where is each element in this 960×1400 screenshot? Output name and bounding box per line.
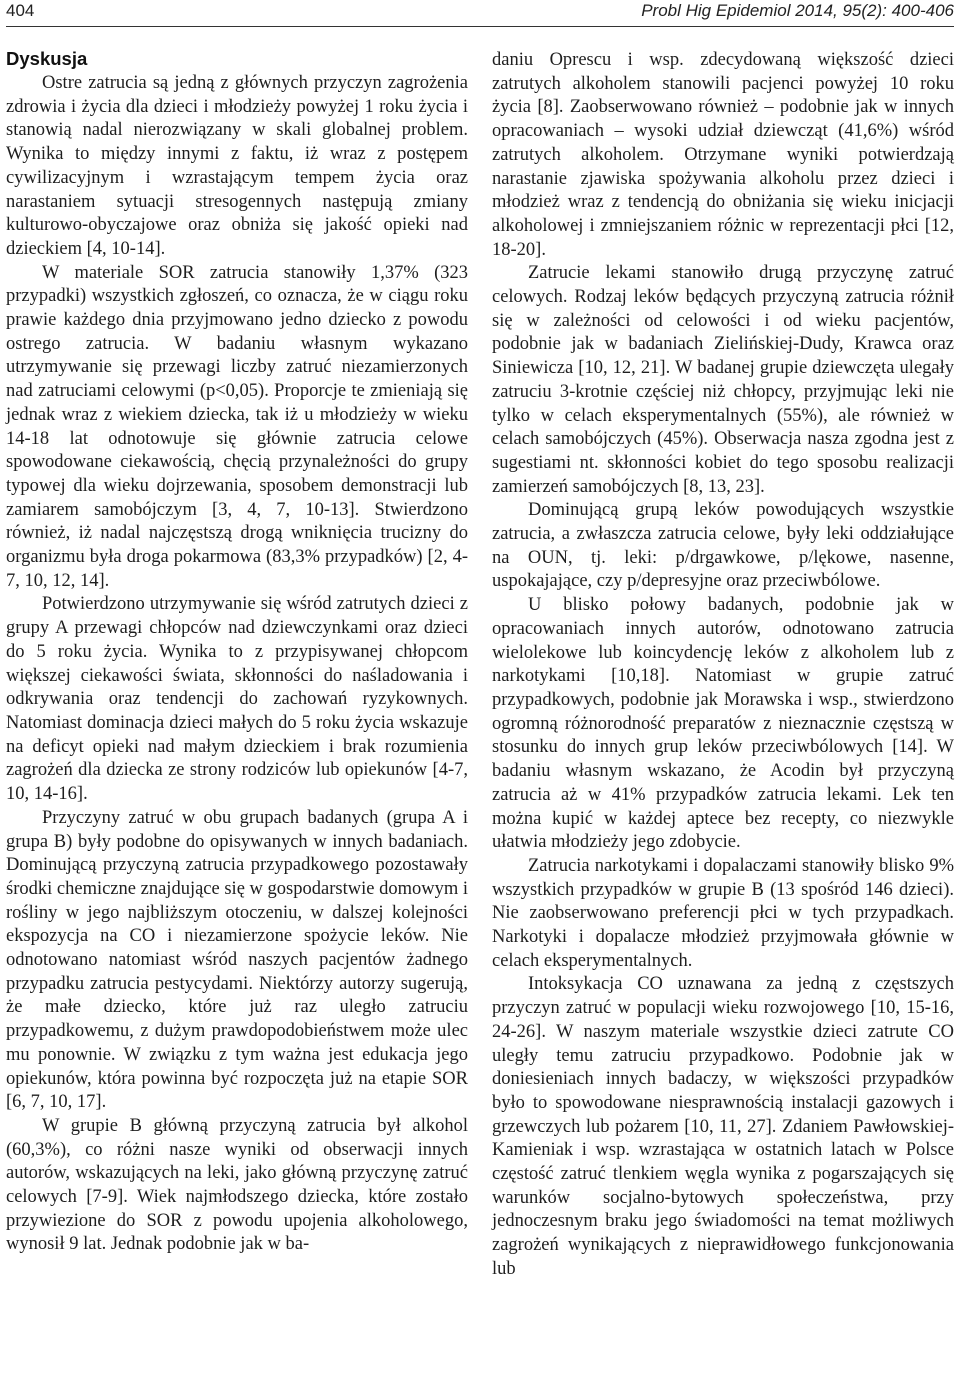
paragraph: Zatrucie lekami stanowiło drugą przyczynę zatruć celowych. Rodzaj leków będących przyczyną zatrucia różnił się w zależności od celowości i od wieku pacjentów, podobnie jak w badaniach Zielińskiej-Dudy, Krawca oraz Siniewicza [10, 12, 21]. W badanej grupie dziewczęta ulegały zatruciu 3-krotnie częściej niż chłopcy, przyjmując leki nie tylko w celach eksperymentalnych (55%), ale również w celach samobójczych (45%). Obserwacja nasza zgodna jest z sugestiami nt. skłonności kobiet do tego sposobu realizacji zamierzeń samobójczych [8, 13, 23].: [492, 263, 954, 497]
section-title: Dyskusja: [6, 48, 88, 69]
paragraph: U blisko połowy badanych, podobnie jak w opracowaniach innych autorów, odnotowano zatrucia wielolekowe lub koincydencję leków z alkoholem lub z narkotykami [10,18]. Natomiast w grupie zatruć przypadkowych, podobnie jak Morawska i wsp., stwierdzono ogromną różnorodność preparatów z nieznacznie częstszą w stosunku do innych grup leków przeciwbólowych [14]. W badaniu własnym wskazano, że Acodin był przyczyną zatrucia aż w 41% przypadków zatrucia lekami. Lek ten można kupić w każdej aptece bez recepty, co niezwykle ułatwia młodzieży jego zdobycie.: [492, 595, 954, 853]
paragraph: Zatrucia narkotykami i dopalaczami stanowiły blisko 9% wszystkich przypadków w grupie B (13 spośród 146 dzieci). Nie zaobserwowano preferencji płci w tych przypadkach. Narkotyki i dopalacze młodzież przyjmowała głównie w celach eksperymentalnych.: [492, 855, 954, 971]
paragraph: Przyczyny zatruć w obu grupach badanych (grupa A i grupa B) były podobne do opisywanych w innych badaniach. Dominującą przyczyną zatrucia przypadkowego pozostawały środki chemiczne znajdujące się w gospodarstwie domowym i rośliny w jego najbliższym otoczeniu, w dalszej kolejności ekspozycja na CO i niezamierzone spożycie leków. Nie odnotowano natomiast wśród naszych pacjentów żadnego przypadku zatrucia pestycydami. Niektórzy autorzy sugerują, że małe dziecko, które już raz uległo zatruciu przypadkowemu, z dużym prawdopodobieństwem może ulec mu ponownie. W związku z tym ważna jest edukacja jego opiekunów, która powinna być rozpoczęta już na etapie SOR [6, 7, 10, 17].: [6, 807, 468, 1113]
left-column: [6, 47, 468, 1257]
right-column: [492, 49, 954, 1282]
paragraph: W grupie B główną przyczyną zatrucia był alkohol (60,3%), co różni nasze wyniki od obserwacji innych autorów, wskazujących na leki, jako główną przyczynę zatruć celowych [7-9]. Wiek najmłodszego dziecka, które zostało przywiezione do SOR z powodu upojenia alkoholowego, wynosił 9 lat. Jednak podobnie jak w ba-: [6, 1115, 468, 1255]
paragraph: Intoksykacja CO uznawana za jedną z częstszych przyczyn zatruć w populacji wieku rozwojowego [10, 15-16, 24-26]. W naszym materiale wszystkie dzieci zatrute CO uległy temu zatruciu przypadkowo. Podobnie jak w doniesieniach innych badaczy, w większości przypadków było to spowodowane niesprawnością instalacji gazowych i grzewczych lub pożarem [10, 11, 27]. Zdaniem Pawłowskiej-Kamieniak i wsp. wzrastająca w ostatnich latach w Polsce częstość zatruć tlenkiem węgla wynika z pogarszających się warunków socjalno-bytowych społeczeństwa, przy jednoczesnym braku jego świadomości na temat możliwych zagrożeń wynikających z nieprawidłowego funkcjonowania lub: [492, 974, 954, 1279]
page-header: [6, 0, 954, 28]
paragraph-continuation: daniu Oprescu i wsp. zdecydowaną większość dzieci zatrutych alkoholem stanowili pacjenci powyżej 10 roku życia [8]. Zaobserwowano również – podobnie jak w innych opracowaniach – wysoki udział dziewcząt (41,6%) wśród zatrutych alkoholem. Otrzymane wyniki potwierdzają narastanie zjawiska spożywania alkoholu przez dzieci i młodzież wraz z tendencją do obniżania się wieku inicjacji alkoholowej i zmniejszaniem różnic w reprezentacji płci [12, 18-20].: [492, 50, 954, 260]
journal-citation: Probl Hig Epidemiol 2014, 95(2): 400-406: [641, 1, 954, 20]
paragraph: W materiale SOR zatrucia stanowiły 1,37% (323 przypadki) wszystkich zgłoszeń, co oznacza, że w ciągu roku prawie każdego dnia przyjmowano jedno dziecko z powodu ostrego zatrucia. W badaniu własnym wykazano utrzymywanie się przewagi liczby zatruć niezamierzonych nad zatruciami celowymi (p<0,05). Proporcje te zmieniają się jednak wraz z wiekiem dziecka, tak iż u młodzieży w wieku 14-18 lat odnotowuje się głównie zatrucia celowe spowodowane ciekawością, chęcią przynależności do grupy typowej dla wieku dojrzewania, sposobem demonstracji lub zamiarem samobójczym [3, 4, 7, 10-13]. Stwierdzono również, iż nadal najczęstszą drogą wniknięcia trucizny do organizmu była droga pokarmowa (83,3% przypadków) [2, 4-7, 10, 12, 14].: [6, 262, 468, 591]
page-number: 404: [6, 1, 35, 20]
paragraph: Dominującą grupą leków powodujących wszystkie zatrucia, a zwłaszcza zatrucia celowe, były leki oddziałujące na OUN, tj. leki: p/drgawkowe, p/lękowe, nasenne, uspokajające, czy p/depresyjne oraz przeciwbólowe.: [492, 500, 954, 592]
paragraph: Potwierdzono utrzymywanie się wśród zatrutych dzieci z grupy A przewagi chłopców nad dziewczynkami oraz dzieci do 5 roku życia. Wynika to z przypisywanej chłopcom większej ciekawości świata, skłonności do naśladowania i odkrywania oraz tendencji do zachowań ryzykownych. Natomiast dominacja dzieci małych do 5 roku życia wskazuje na deficyt opieki nad małym dzieckiem i brak rozumienia zagrożeń dla dziecka ze strony rodziców lub opiekunów [4-7, 10, 14-16].: [6, 594, 468, 805]
header-rule: [6, 26, 954, 27]
paragraph: Ostre zatrucia są jedną z głównych przyczyn zagrożenia zdrowia i życia dla dzieci i młodzieży powyżej 1 roku życia i stanowią nadal nierozwiązany w skali globalnej problem. Wynika to między innymi z faktu, iż wraz z postępem cywilizacyjnym i wzrastającym tempem życia oraz narastaniem sytuacji stresogennych następują zmiany kulturowo-obyczajowe oraz obniża się jakość opieki nad dzieckiem [4, 10-14].: [6, 73, 468, 259]
